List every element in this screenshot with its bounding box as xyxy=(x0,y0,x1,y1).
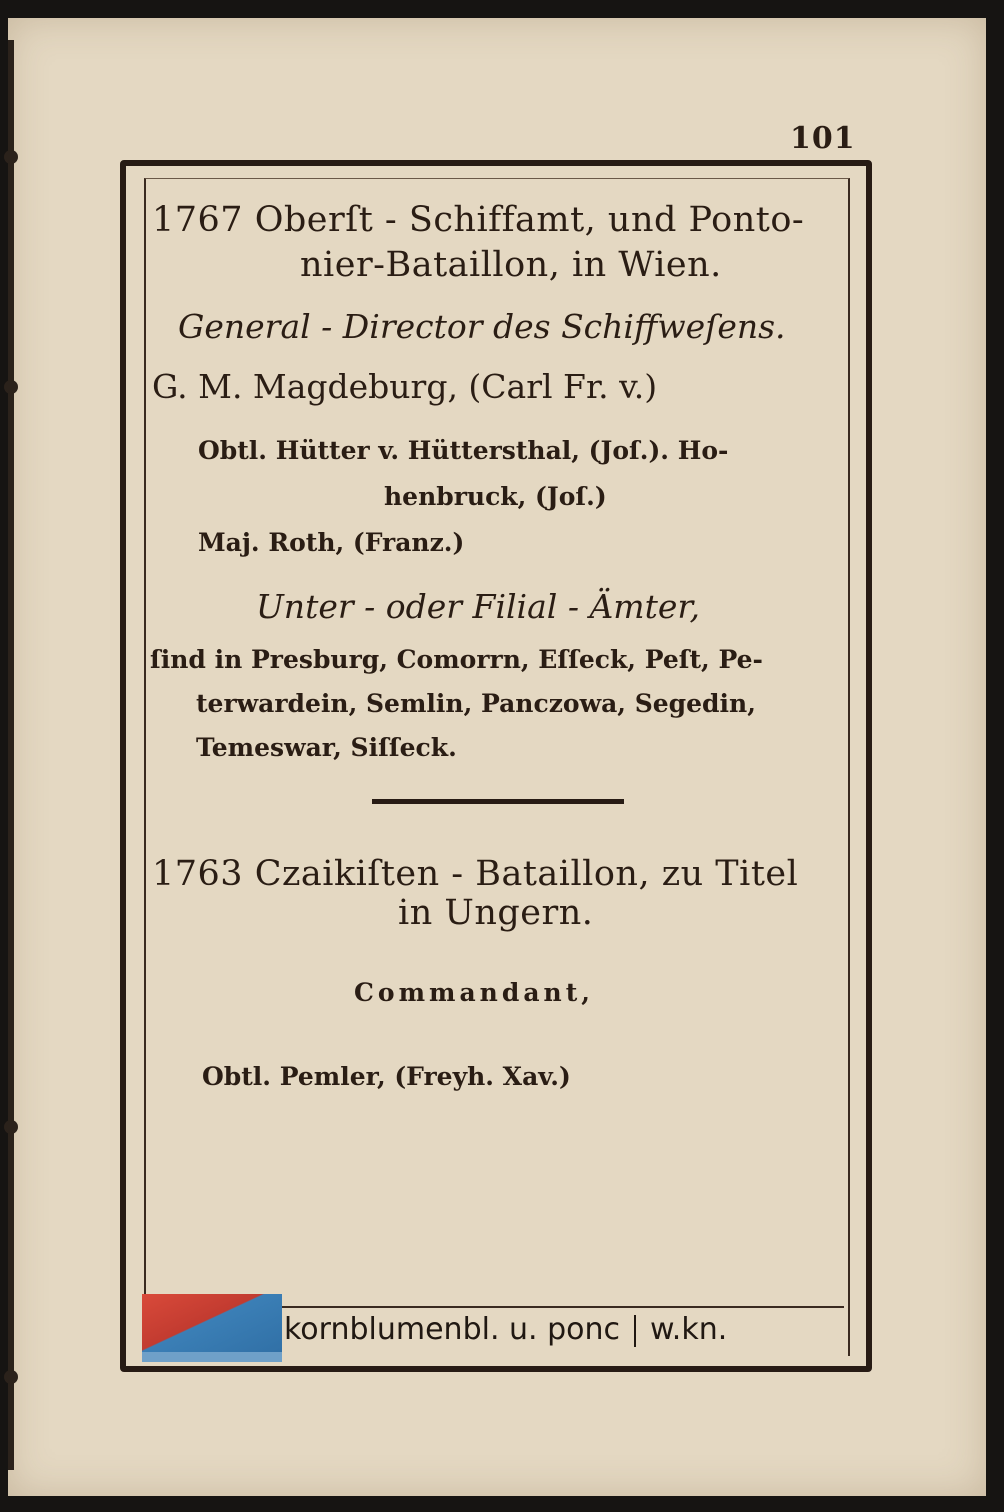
entry-1-title: 1767 Oberſt - Schiffamt, und Ponto- xyxy=(152,200,805,240)
binding-edge xyxy=(8,40,14,1470)
color-swatch-strip xyxy=(142,1352,282,1362)
entry-1-rank-heading: General - Director des Schiffweſens. xyxy=(178,307,786,346)
binding-stitch xyxy=(4,150,18,164)
color-card-label-left: kornblumenbl. u. ponc xyxy=(284,1312,621,1347)
entry-2-rank-heading: Commandant, xyxy=(354,978,594,1007)
entry-1-officer-line-2: henbruck, (Joſ.) xyxy=(384,482,607,511)
entry-1-title-cont: nier-Bataillon, in Wien. xyxy=(300,245,722,285)
entry-1-places-line-2: terwardein, Semlin, Panczowa, Segedin, xyxy=(196,689,756,718)
entry-1-general: G. M. Magdeburg, (Carl Fr. v.) xyxy=(152,367,658,406)
entry-2-title-cont: in Ungern. xyxy=(398,893,594,933)
color-card-label-right: w.kn. xyxy=(650,1312,728,1347)
card-top-rule xyxy=(282,1306,844,1308)
entry-1-sub-heading: Unter - oder Filial - Ämter, xyxy=(256,587,701,626)
entry-1-officer-line-1: Obtl. Hütter v. Hüttersthal, (Joſ.). Ho- xyxy=(198,436,729,465)
section-divider xyxy=(372,799,624,804)
binding-stitch xyxy=(4,1370,18,1384)
color-card-separator xyxy=(634,1315,636,1347)
entry-1-places-line-1: ſind in Presburg, Comorrn, Eſſeck, Peſt, Pe- xyxy=(150,645,763,674)
entry-1-major: Maj. Roth, (Franz.) xyxy=(198,528,465,557)
binding-stitch xyxy=(4,1120,18,1134)
binding-stitch xyxy=(4,380,18,394)
entry-2-title: 1763 Czaikiſten - Bataillon, zu Titel xyxy=(152,854,799,894)
entry-2-officer: Obtl. Pemler, (Freyh. Xav.) xyxy=(202,1062,571,1091)
inner-frame xyxy=(144,178,850,1356)
entry-1-places-line-3: Temeswar, Siſſeck. xyxy=(196,733,457,762)
color-card-label xyxy=(284,1312,727,1347)
page-number: 101 xyxy=(790,121,856,156)
